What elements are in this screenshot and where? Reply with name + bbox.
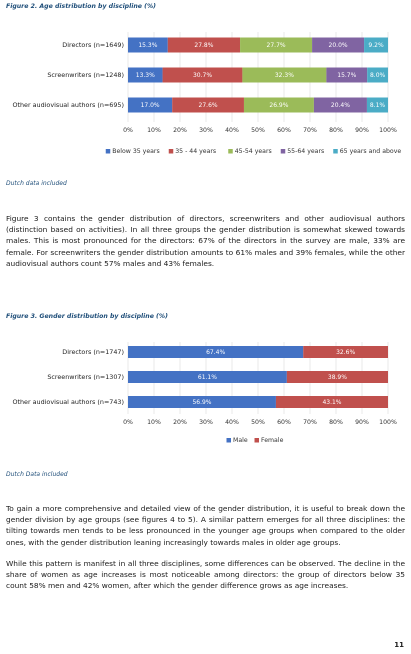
- x-tick-label: 40%: [225, 419, 239, 426]
- data-label: 43.1%: [322, 399, 342, 407]
- legend-label: 65 years and above: [339, 148, 402, 155]
- figure-2-title: Figure 2. Age distribution by discipline (%): [6, 3, 156, 10]
- legend-swatch: [106, 149, 111, 154]
- x-tick-label: 60%: [277, 127, 291, 134]
- x-tick-label: 10%: [147, 419, 161, 426]
- x-tick-label: 60%: [277, 419, 291, 426]
- legend-swatch: [227, 438, 232, 443]
- category-label: Screenwriters (n=1307): [47, 373, 124, 382]
- data-label: 27.7%: [266, 42, 286, 50]
- category-label: Directors (n=1649): [62, 41, 124, 50]
- x-tick-label: 80%: [329, 127, 343, 134]
- category-label: Other audiovisual authors (n=743): [12, 398, 124, 407]
- age-distribution-chart: [0, 12, 411, 174]
- legend-label: Below 35 years: [112, 148, 160, 155]
- data-label: 32.6%: [336, 349, 356, 357]
- x-tick-label: 90%: [355, 127, 369, 134]
- figure-2-note: Dutch data included: [6, 180, 67, 187]
- x-tick-label: 30%: [199, 127, 213, 134]
- legend-swatch: [169, 149, 174, 154]
- gender-distribution-svg: [0, 324, 411, 454]
- age-distribution-svg: [0, 12, 411, 174]
- x-tick-label: 30%: [199, 419, 213, 426]
- category-label: Directors (n=1747): [62, 348, 124, 357]
- data-label: 15.7%: [337, 72, 357, 80]
- data-label: 13.3%: [135, 72, 155, 80]
- x-tick-label: 50%: [251, 127, 265, 134]
- data-label: 26.9%: [269, 102, 289, 110]
- data-label: 27.8%: [194, 42, 214, 50]
- data-label: 38.9%: [327, 374, 347, 382]
- data-label: 15.3%: [138, 42, 158, 50]
- x-tick-label: 40%: [225, 127, 239, 134]
- x-tick-label: 80%: [329, 419, 343, 426]
- data-label: 8.0%: [369, 72, 386, 80]
- paragraph-differences: While this pattern is manifest in all three disciplines, some differences can be observed. The decline in the share of women as age increases is most noticeable among directors: the group of directors below 35 count 58% men and 42% women, after which the gender difference grows as age increases.: [6, 559, 405, 591]
- figure-3-note: Dutch Data included: [6, 471, 68, 478]
- legend-label: Male: [233, 437, 248, 444]
- data-label: 56.9%: [192, 399, 212, 407]
- legend-label: 45-54 years: [234, 148, 272, 155]
- data-label: 20.4%: [330, 102, 350, 110]
- x-tick-label: 0%: [123, 419, 133, 426]
- legend-swatch: [333, 149, 338, 154]
- x-tick-label: 20%: [173, 419, 187, 426]
- data-label: 17.0%: [140, 102, 160, 110]
- gender-distribution-chart: [0, 324, 411, 454]
- data-label: 8.1%: [369, 102, 386, 110]
- x-tick-label: 100%: [379, 127, 397, 134]
- category-label: Other audiovisual authors (n=695): [12, 101, 124, 110]
- page-number: 11: [394, 641, 404, 649]
- figure-3-title: Figure 3. Gender distribution by discipline (%): [6, 313, 168, 320]
- data-label: 9.2%: [368, 42, 384, 50]
- legend-swatch: [281, 149, 286, 154]
- x-tick-label: 50%: [251, 419, 265, 426]
- legend-label: Female: [261, 437, 284, 444]
- legend-swatch: [255, 438, 260, 443]
- legend-label: 35 - 44 years: [175, 148, 217, 155]
- data-label: 27.6%: [198, 102, 218, 110]
- x-tick-label: 70%: [303, 127, 317, 134]
- x-tick-label: 90%: [355, 419, 369, 426]
- paragraph-age-breakdown: To gain a more comprehensive and detailed view of the gender distribution, it is useful to break down the gender division by age groups (see figures 4 to 5). A similar pattern emerges for all three disciplines: the tilting towards men tends to be less pronounced in the younger age groups when compared to the older ones, with the gender distribution leaning increasingly towards males in older age groups.: [6, 504, 405, 547]
- category-label: Screenwriters (n=1248): [47, 71, 124, 80]
- legend-swatch: [228, 149, 233, 154]
- x-tick-label: 70%: [303, 419, 317, 426]
- x-tick-label: 100%: [379, 419, 397, 426]
- data-label: 61.1%: [197, 374, 217, 382]
- x-tick-label: 20%: [173, 127, 187, 134]
- data-label: 32.3%: [274, 72, 294, 80]
- x-tick-label: 0%: [123, 127, 133, 134]
- data-label: 67.4%: [206, 349, 226, 357]
- legend-label: 55-64 years: [287, 148, 325, 155]
- x-tick-label: 10%: [147, 127, 161, 134]
- data-label: 30.7%: [192, 72, 213, 80]
- paragraph-gender-overview: Figure 3 contains the gender distribution of directors, screenwriters and other audiovisual authors (distinction based on activities). In all three groups the gender distribution is somewhat skewed towards males. This is most pronounced for the directors: 67% of the directors in the survey are male, 33% are female. For screenwriters the gender distribution amounts to 61% males and 39% females, while the other audiovisual authors count 57% males and 43% females.: [6, 214, 405, 268]
- data-label: 20.0%: [328, 42, 348, 50]
